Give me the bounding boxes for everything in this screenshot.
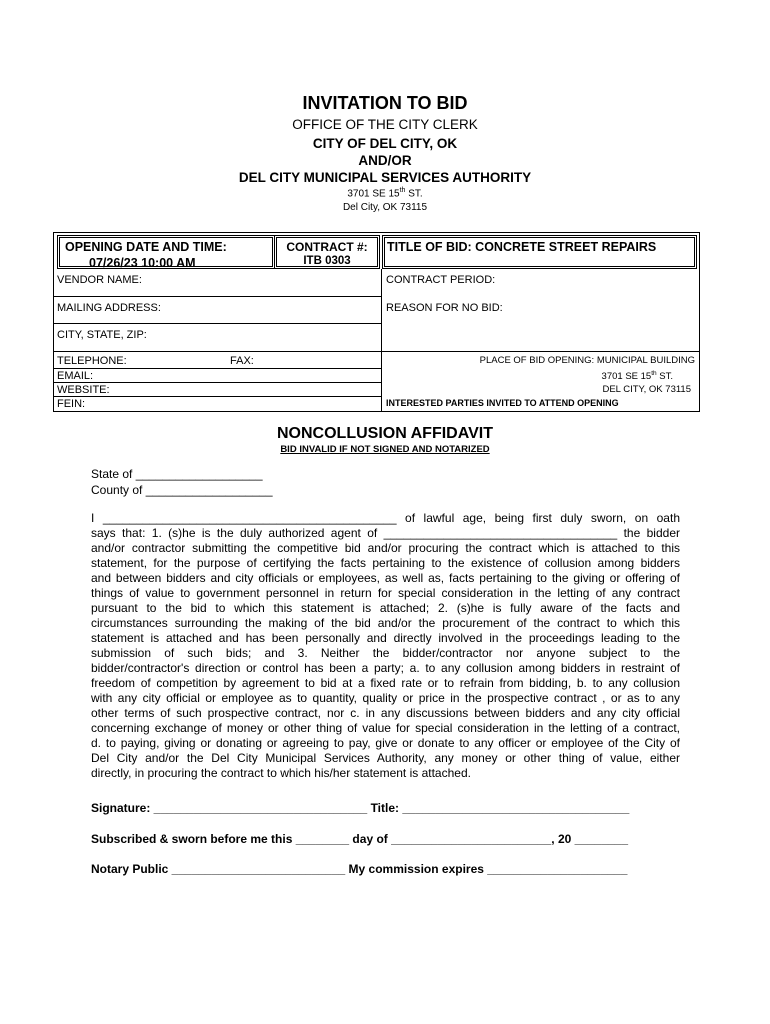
- bid-opening-street-suffix: th: [651, 370, 657, 377]
- subscribed-sworn-line: Subscribed & sworn before me this ________ day of ________________________, 20 ________: [91, 832, 629, 846]
- andor-line: AND/OR: [358, 153, 412, 168]
- authority-line: DEL CITY MUNICIPAL SERVICES AUTHORITY: [238, 170, 532, 185]
- contract-period-label: CONTRACT PERIOD:: [386, 274, 496, 286]
- row-divider: [54, 351, 699, 352]
- vendor-name-label: VENDOR NAME:: [57, 274, 142, 286]
- affidavit-line: and/or contractor submitting the competitive bid and/or procuring the contract which is attached to this: [91, 541, 680, 555]
- row-divider: [54, 368, 381, 369]
- affidavit-line: Del City and/or the Del City Municipal Services Authority, any money or other thing of value, either: [91, 751, 680, 765]
- state-line: State of ___________________: [91, 467, 263, 481]
- bid-opening-street: [602, 370, 673, 382]
- affidavit-line: with any city official or employee as to quantity, quality or price in the prospective contract , or as to any: [91, 691, 680, 705]
- county-line: County of ___________________: [91, 483, 273, 497]
- row-divider: [54, 296, 381, 297]
- mailing-address-label: MAILING ADDRESS:: [57, 302, 161, 314]
- affidavit-line: directly, in procuring the contract to which his/her statement is attached.: [91, 766, 471, 780]
- row-divider: [54, 382, 381, 383]
- opening-date-cell: [57, 235, 275, 269]
- bid-opening-place: PLACE OF BID OPENING: MUNICIPAL BUILDING: [479, 355, 695, 366]
- affidavit-subtitle: BID INVALID IF NOT SIGNED AND NOTARIZED: [280, 444, 490, 455]
- telephone-label: TELEPHONE:: [57, 355, 127, 367]
- affidavit-line: things of value to government personnel in return for special consideration in the letting of any contract: [91, 586, 680, 600]
- fax-label: FAX:: [230, 355, 254, 367]
- notary-public-line: Notary Public __________________________ My commission expires _____________________: [91, 862, 628, 876]
- bid-title-cell: [382, 235, 697, 269]
- interested-parties-note: INTERESTED PARTIES INVITED TO ATTEND OPENING: [386, 398, 619, 408]
- bid-opening-street-end: ST.: [656, 371, 673, 383]
- affidavit-line: I ____________________________________________ of lawful age, being first duly sworn, on oath: [91, 511, 680, 525]
- office-line: OFFICE OF THE CITY CLERK: [292, 117, 478, 132]
- opening-date-label: OPENING DATE AND TIME:: [65, 240, 227, 254]
- column-divider: [381, 269, 382, 411]
- affidavit-line: concerning exchange of money or other thing of value for special consideration in the letting of a contract,: [91, 721, 680, 735]
- street-address-main: 3701 SE 15: [347, 188, 400, 200]
- fein-label: FEIN:: [57, 398, 86, 410]
- opening-date-value: 07/26/23 10:00 AM: [89, 256, 196, 270]
- affidavit-line: statement, for the purpose of certifying the facts pertaining to the existence of collusion among bidders: [91, 556, 680, 570]
- contract-number-value: ITB 0303: [303, 255, 351, 267]
- signature-title-line: Signature: ________________________________ Title: __________________________________: [91, 801, 630, 815]
- affidavit-line: statement is attached and has been personally and directly involved in the proceedings leading to the: [91, 631, 680, 645]
- affidavit-line: freedom of competition by agreement to bid at a fixed rate or to refrain from bidding, b. to any collusion: [91, 676, 680, 690]
- affidavit-body: [91, 511, 680, 781]
- city-line: CITY OF DEL CITY, OK: [312, 136, 458, 151]
- row-divider: [54, 396, 381, 397]
- contract-number-label: CONTRACT #:: [286, 240, 368, 254]
- email-label: EMAIL:: [57, 370, 94, 382]
- reason-no-bid-label: REASON FOR NO BID:: [386, 302, 503, 314]
- affidavit-line: says that: 1. (s)he is the duly authorized agent of ___________________________________ the bidder: [91, 526, 680, 540]
- city-state-zip-line: Del City, OK 73115: [342, 202, 428, 213]
- affidavit-line: other terms of such prospective contract, nor c. in any discussions between bidders and any city official: [91, 706, 680, 720]
- street-address: [0, 187, 770, 199]
- bid-opening-city: DEL CITY, OK 73115: [602, 384, 691, 395]
- website-label: WEBSITE:: [57, 384, 110, 396]
- affidavit-line: and between bidders and city officials or employees, as well as, facts pertaining to the giving or offering of: [91, 571, 680, 585]
- bid-title: TITLE OF BID: CONCRETE STREET REPAIRS: [387, 240, 657, 254]
- row-divider: [54, 323, 381, 324]
- affidavit-line: pursuant to the bid to which this statement is attached; 2. (s)he is fully aware of the facts and: [91, 601, 680, 615]
- city-state-zip-label: CITY, STATE, ZIP:: [57, 329, 147, 341]
- bid-info-form: [53, 232, 700, 412]
- street-address-end: ST.: [405, 188, 423, 200]
- affidavit-line: circumstances surrounding the making of the bid and/or the procurement of the contract to which this: [91, 616, 680, 630]
- street-address-suffix: th: [399, 187, 406, 194]
- affidavit-line: submission of such bids; and 3. Neither the bidder/contractor nor anyone subject to the: [91, 646, 680, 660]
- affidavit-title: NONCOLLUSION AFFIDAVIT: [277, 425, 493, 442]
- page-title: INVITATION TO BID: [302, 93, 468, 113]
- contract-number-cell: [274, 235, 380, 269]
- bid-opening-street-main: 3701 SE 15: [601, 371, 652, 383]
- affidavit-line: d. to paying, giving or donating or agreeing to pay, give or donate to any officer or employee of the City of: [91, 736, 680, 750]
- affidavit-line: bidder/contractor's direction or control has been a party; a. to any collusion among bidders in restraint of: [91, 661, 680, 675]
